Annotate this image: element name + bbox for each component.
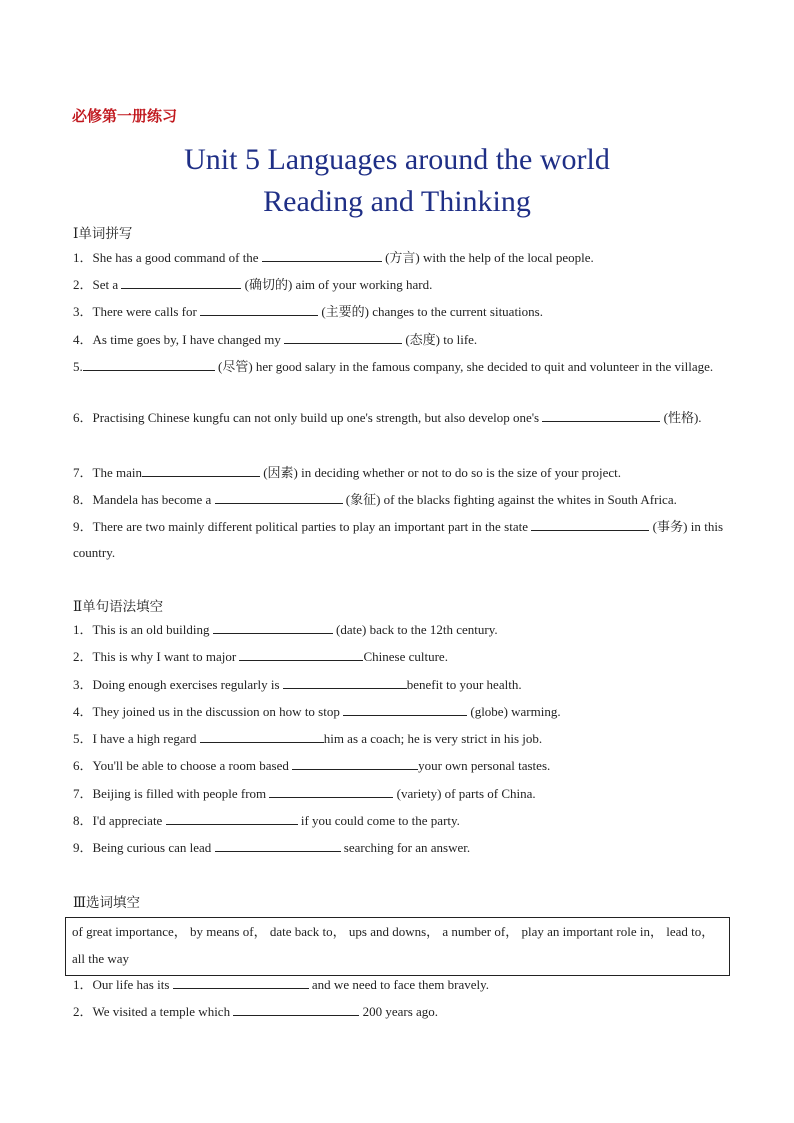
list-item: [73, 972, 723, 998]
list-item: [73, 354, 723, 380]
list-item: [73, 835, 723, 861]
answer-blank[interactable]: [213, 619, 333, 634]
list-item: [73, 487, 723, 513]
list-item: [73, 460, 723, 486]
list-item: [73, 781, 723, 807]
item-text: 2．Set a: [73, 277, 122, 292]
list-item: [73, 644, 723, 670]
item-text: (象征) of the blacks fighting against the whites in South Africa.: [342, 492, 677, 507]
answer-blank[interactable]: [83, 356, 215, 371]
answer-blank[interactable]: [542, 407, 660, 422]
list-item: [73, 514, 723, 566]
answer-blank[interactable]: [283, 674, 407, 689]
list-item: [73, 808, 723, 834]
list-item: [73, 617, 723, 643]
item-text: (主要的) changes to the current situations.: [318, 304, 543, 319]
list-item: [73, 726, 723, 752]
item-text: 1．Our life has its: [73, 977, 173, 992]
list-item: [73, 753, 723, 779]
list-item: [73, 245, 723, 271]
item-text: 200 years ago.: [359, 1004, 439, 1019]
item-text: (事务) in this country.: [73, 519, 724, 560]
answer-blank[interactable]: [142, 462, 260, 477]
item-text: 5.: [73, 359, 83, 374]
list-item: [73, 672, 723, 698]
item-text: (态度) to life.: [402, 332, 478, 347]
list-item: [73, 405, 723, 431]
answer-blank[interactable]: [200, 301, 318, 316]
page-subtitle: Reading and Thinking: [263, 185, 531, 218]
answer-blank[interactable]: [173, 974, 309, 989]
item-text: 1．This is an old building: [73, 622, 213, 637]
item-text: 9．There are two mainly different political parties to play an important part in the state: [73, 519, 532, 534]
item-text: 8．I'd appreciate: [73, 813, 166, 828]
section-3-heading: Ⅲ选词填空: [73, 895, 141, 910]
answer-blank[interactable]: [269, 783, 393, 798]
item-text: 1．She has a good command of the: [73, 250, 262, 265]
item-text: and we need to face them bravely.: [308, 977, 490, 992]
answer-blank[interactable]: [262, 247, 382, 262]
item-text: (因素) in deciding whether or not to do so is the size of your project.: [259, 465, 621, 480]
item-text: (date) back to the 12th century.: [332, 622, 498, 637]
item-text: Chinese culture.: [363, 649, 448, 664]
item-text: him as a coach; he is very strict in his job.: [323, 731, 543, 746]
item-text: (尽管) her good salary in the famous company, she decided to quit and volunteer in the village.: [214, 359, 714, 374]
item-text: (globe) warming.: [467, 704, 561, 719]
page-title: Unit 5 Languages around the world: [184, 143, 610, 176]
item-text: 4．As time goes by, I have changed my: [73, 332, 285, 347]
item-text: 5．I have a high regard: [73, 731, 200, 746]
list-item: [73, 272, 723, 298]
item-text: 2．This is why I want to major: [73, 649, 240, 664]
item-text: benefit to your health.: [406, 677, 522, 692]
item-text: 3．Doing enough exercises regularly is: [73, 677, 283, 692]
item-text: (确切的) aim of your working hard.: [241, 277, 433, 292]
answer-blank[interactable]: [200, 728, 324, 743]
answer-blank[interactable]: [121, 274, 241, 289]
section-2-heading: Ⅱ单句语法填空: [73, 599, 164, 614]
item-text: 2．We visited a temple which: [73, 1004, 234, 1019]
item-text: 7．The main: [73, 465, 142, 480]
item-text: 9．Being curious can lead: [73, 840, 215, 855]
answer-blank[interactable]: [531, 516, 649, 531]
answer-blank[interactable]: [166, 810, 298, 825]
list-item: [73, 327, 723, 353]
answer-blank[interactable]: [215, 837, 341, 852]
item-text: 3．There were calls for: [73, 304, 201, 319]
section-1-heading: Ⅰ单词拼写: [73, 226, 133, 241]
item-text: (variety) of parts of China.: [393, 786, 536, 801]
item-text: 4．They joined us in the discussion on how to stop: [73, 704, 344, 719]
item-text: 8．Mandela has become a: [73, 492, 215, 507]
item-text: 6．You'll be able to choose a room based: [73, 758, 293, 773]
item-text: (方言) with the help of the local people.: [381, 250, 594, 265]
list-item: [73, 299, 723, 325]
word-bank-box: [65, 917, 730, 976]
answer-blank[interactable]: [215, 489, 343, 504]
word-bank-text: of great importance， by means of， date back to， ups and downs， a number of， play an important role in， lead to， all the way: [72, 924, 715, 966]
item-text: 6．Practising Chinese kungfu can not only build up one's strength, but also develop one's: [73, 410, 543, 425]
answer-blank[interactable]: [239, 646, 363, 661]
item-text: if you could come to the party.: [297, 813, 460, 828]
list-item: [73, 999, 723, 1025]
list-item: [73, 699, 723, 725]
answer-blank[interactable]: [284, 329, 402, 344]
book-tag: 必修第一册练习: [72, 109, 178, 125]
item-text: your own personal tastes.: [418, 758, 551, 773]
item-text: (性格).: [660, 410, 702, 425]
answer-blank[interactable]: [292, 755, 418, 770]
item-text: searching for an answer.: [340, 840, 471, 855]
item-text: 7．Beijing is filled with people from: [73, 786, 270, 801]
answer-blank[interactable]: [343, 701, 467, 716]
answer-blank[interactable]: [233, 1001, 359, 1016]
